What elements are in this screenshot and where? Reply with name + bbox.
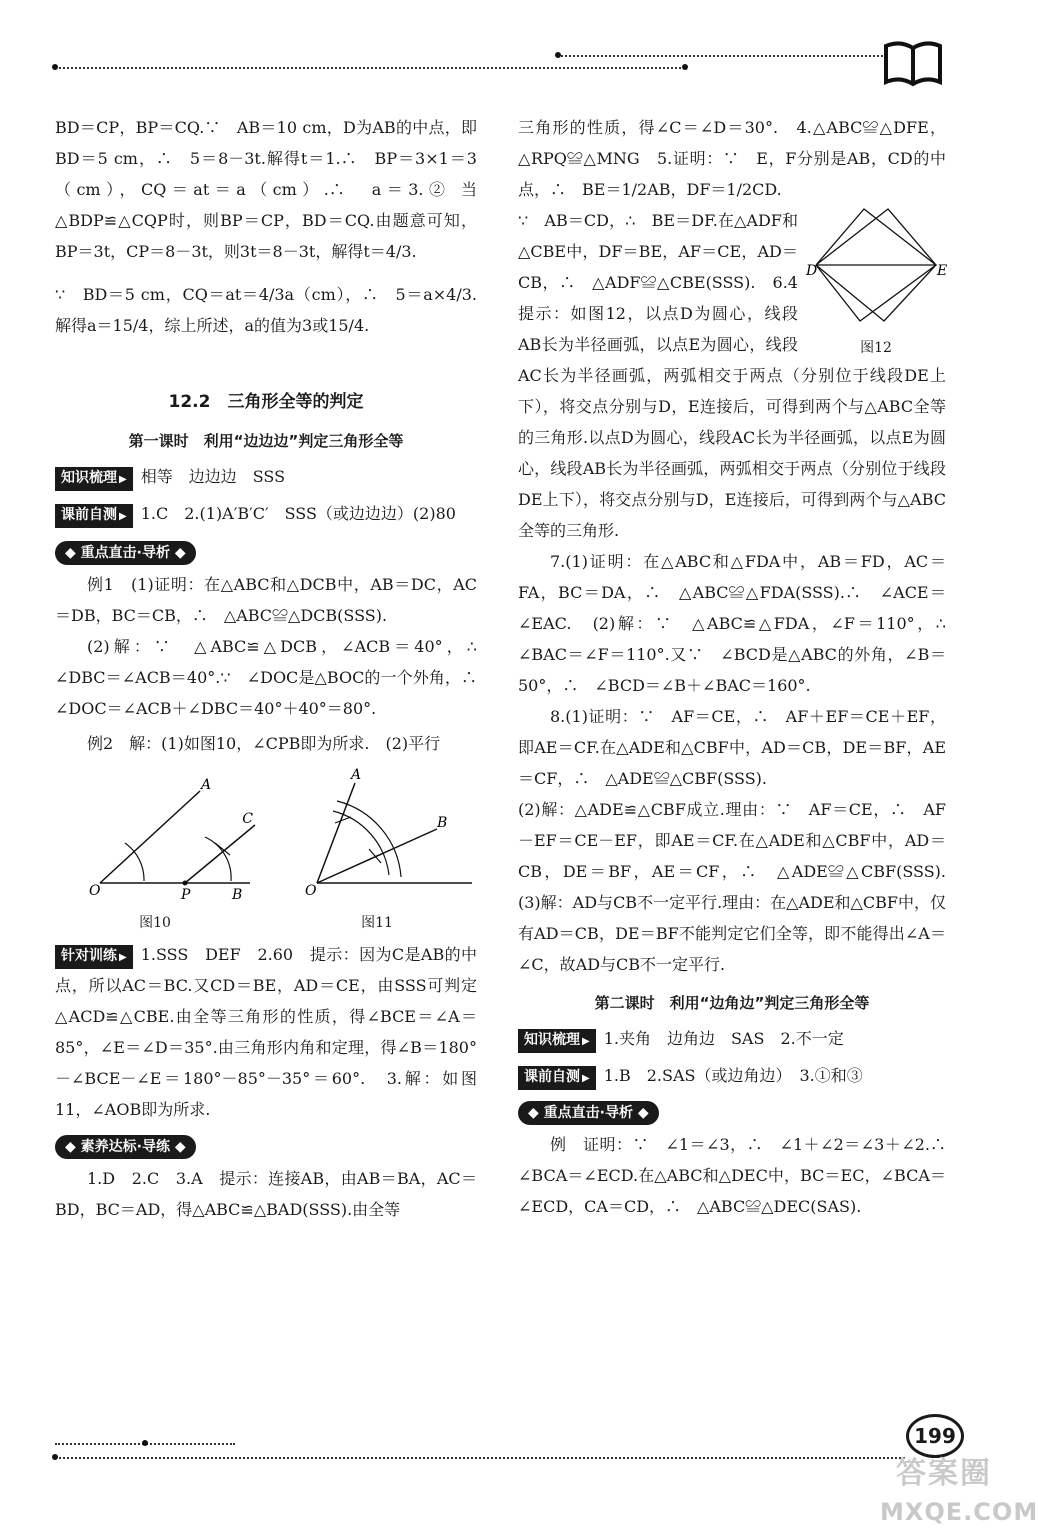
watermark (870, 1448, 1038, 1536)
watermark-line-2: MXQE.COM (880, 1498, 1038, 1526)
figure-10-caption: 图10 (139, 915, 171, 931)
label-b: B (437, 815, 448, 831)
question-7: 7.(1)证明：在△ABC和△FDA中，AB＝FD，AC＝FA，BC＝DA，∴ △ABC≌△FDA(SSS).∴ ∠ACE＝∠EAC. (2)解：∵ △ABC≌△FDA，∠F＝110°，∴ ∠BAC＝∠F＝110°.又∵ ∠BCD是△ABC的外角，∠B＝50°，∴ ∠BCD＝∠B＋∠BAC＝160°. (518, 552, 963, 695)
figure-row (55, 763, 477, 933)
training-row (55, 939, 477, 1125)
figure-11 (277, 763, 477, 933)
header-dot (682, 64, 688, 70)
selftest-row (518, 1060, 946, 1091)
example-1-part-2: (2)解：∵ △ABC≌△DCB，∠ACB＝40°，∴ ∠DBC＝∠ACB＝40°.∵ ∠DOC是△BOC的一个外角，∴ ∠DOC＝∠ACB＋∠DBC＝40°＋40°＝80°. (55, 637, 494, 718)
lesson-2-title: 第二课时 利用“边角边”判定三角形全等 (594, 994, 870, 1012)
example-text: 例 证明：∵ ∠1＝∠3，∴ ∠1＋∠2＝∠3＋∠2.∴ ∠BCA＝∠ECD.在△ABC和△DEC中，BC＝EC，∠BCA＝∠ECD，CA＝CD，∴ △ABC≌△DEC(SAS). (518, 1135, 963, 1216)
figure-10-drawing (55, 763, 255, 903)
label-e: E (937, 263, 948, 279)
label-d: D (806, 263, 818, 279)
right-paragraph-1: 三角形的性质，得∠C＝∠D＝30°. 4.△ABC≌△DFE，△RPQ≌△MNG 5.证明：∵ E，F分别是AB，CD的中点，∴ BE＝1/2AB，DF＝1/2CD. (518, 118, 946, 199)
selftest-text: 1.C 2.(1)A′B′C′ SSS（或边边边）(2)80 (140, 504, 456, 523)
example-1-part-1: 例1 (1)证明：在△ABC和△DCB中，AB＝DC，AC＝DB，BC＝CB，∴ △ABC≌△DCB(SSS). (55, 575, 477, 625)
training-tag: 针对训练 ▶ (55, 945, 133, 969)
question-8-part-2: (2)解：△ADE≌△CBF成立.理由：∵ AF＝CE，∴ AF－EF＝CE－EF，即AE＝CF.在△ADE和△CBF中，AD＝CB，DE＝BF，AE＝CF，∴ △ADE≌△CBF(SSS). (3)解：AD与CB不一定平行.理由：在△ADE和△CBF中，仅有AD＝CB，DE＝BF不能判定它们全等，即不能得出∠A＝∠C，故AD与CB不一定平行. (518, 800, 963, 974)
label-b: B (232, 887, 243, 903)
header-dotted-rule-top (558, 55, 886, 57)
question-8-part-1: 8.(1)证明：∵ AF＝CE，∴ AF＋EF＝CE＋EF，即AE＝CF.在△ADE和△CBF中，AD＝CB，DE＝BF，AE＝CF，∴ △ADE≌△CBF(SSS). (518, 707, 946, 788)
left-paragraph-1: BD＝CP，BP＝CQ.∵ AB＝10 cm，D为AB的中点，即BD＝5 cm，∴ 5＝8－3t.解得t＝1.∴ BP＝3×1＝3（cm），CQ＝at＝a（cm）.∴ a＝3.② 当△BDP≌△CQP时，则BP＝CP，BD＝CQ.由题意可知，BP＝3t，CP＝8－3t，则3t＝8－3t，解得t＝4/3. (55, 118, 477, 261)
label-a: A (201, 777, 212, 793)
knowledge-row (518, 1023, 946, 1054)
lesson-1-title: 第一课时 利用“边边边”判定三角形全等 (128, 432, 404, 450)
footer-dot (142, 1440, 148, 1446)
label-o: O (305, 883, 317, 899)
literacy-text: 1.D 2.C 3.A 提示：连接AB，由AB＝BA，AC＝BD，BC＝AD，得△ABC≌△BAD(SSS).由全等 (55, 1169, 477, 1219)
header-dot (555, 52, 561, 58)
knowledge-tag: 知识梳理 ▶ (518, 1029, 596, 1053)
page-number: 199 (906, 1414, 964, 1458)
figure-12 (806, 205, 946, 355)
right-paragraph-2: ∵ AB＝CD，∴ BE＝DF.在△ADF和△CBE中，DF＝BE，AF＝CE，AD＝CB，∴ △ADF≌△CBE(SSS). 6.4 提示：如图12，以点D为圆心，线段AB长为半径画弧，以点E为圆心，线段AC长为半径画弧，两弧相交于两点（分别位于线段DE上下），将交点分别与D，E连接后，可得到两个与△ABC全等的三角形.以点D为圆心，线段AC长为半径画弧，以点E为圆心，线段AB长为半径画弧，两弧相交于两点（分别位于线段DE上下），将交点分别与D，E连接后，可得到两个与△ABC全等的三角形. (518, 211, 946, 540)
watermark-line-1: 答案圈 (896, 1456, 992, 1491)
figure-12-drawing (806, 205, 946, 325)
selftest-row (55, 498, 477, 529)
footer-dot (52, 1454, 58, 1460)
knowledge-text: 1.夹角 边角边 SAS 2.不一定 (603, 1029, 844, 1048)
footer-dotted-rule (55, 1457, 905, 1459)
knowledge-tag: 知识梳理 ▶ (55, 467, 133, 491)
label-c: C (242, 811, 253, 827)
literacy-section-bar: ◆ 素养达标·导练 ◆ (55, 1135, 196, 1159)
figure-10 (55, 763, 255, 933)
left-column (55, 112, 494, 1225)
right-column (518, 112, 963, 1222)
label-o: O (89, 883, 101, 899)
focus-section-bar: ◆ 重点直击·导析 ◆ (55, 541, 196, 565)
figure-11-caption: 图11 (361, 915, 393, 931)
header-dot (52, 64, 58, 70)
figure-11-drawing (277, 763, 477, 903)
header-dotted-rule (55, 67, 685, 69)
knowledge-text: 相等 边边边 SSS (140, 467, 286, 486)
section-title: 12.2 三角形全等的判定 (168, 392, 364, 412)
selftest-text: 1.B 2.SAS（或边角边） 3.①和③ (603, 1066, 863, 1085)
label-a: A (351, 767, 362, 783)
focus-section-bar: ◆ 重点直击·导析 ◆ (518, 1101, 659, 1125)
example-2: 例2 解：(1)如图10，∠CPB即为所求. (2)平行 (87, 734, 441, 753)
figure-12-caption: 图12 (860, 340, 892, 356)
training-text: 1.SSS DEF 2.60 提示：因为C是AB的中点，所以AC＝BC.又CD＝BE，AD＝CE，由SSS可判定△ACD≌△CBE.由全等三角形的性质，得∠BCE＝∠A＝85°，∠E＝∠D＝35°.由三角形内角和定理，得∠B＝180°－∠BCE－∠E＝180°－85°－35°＝60°. 3.解：如图11，∠AOB即为所求. (55, 945, 477, 1119)
open-book-icon (882, 38, 944, 88)
selftest-tag: 课前自测 ▶ (518, 1066, 596, 1090)
selftest-tag: 课前自测 ▶ (55, 504, 133, 528)
label-p: P (181, 887, 191, 903)
left-paragraph-2: ∵ BD＝5 cm，CQ＝at＝4/3a（cm），∴ 5＝a×4/3.解得a＝15/4，综上所述，a的值为3或15/4. (55, 285, 477, 335)
knowledge-row (55, 461, 477, 492)
